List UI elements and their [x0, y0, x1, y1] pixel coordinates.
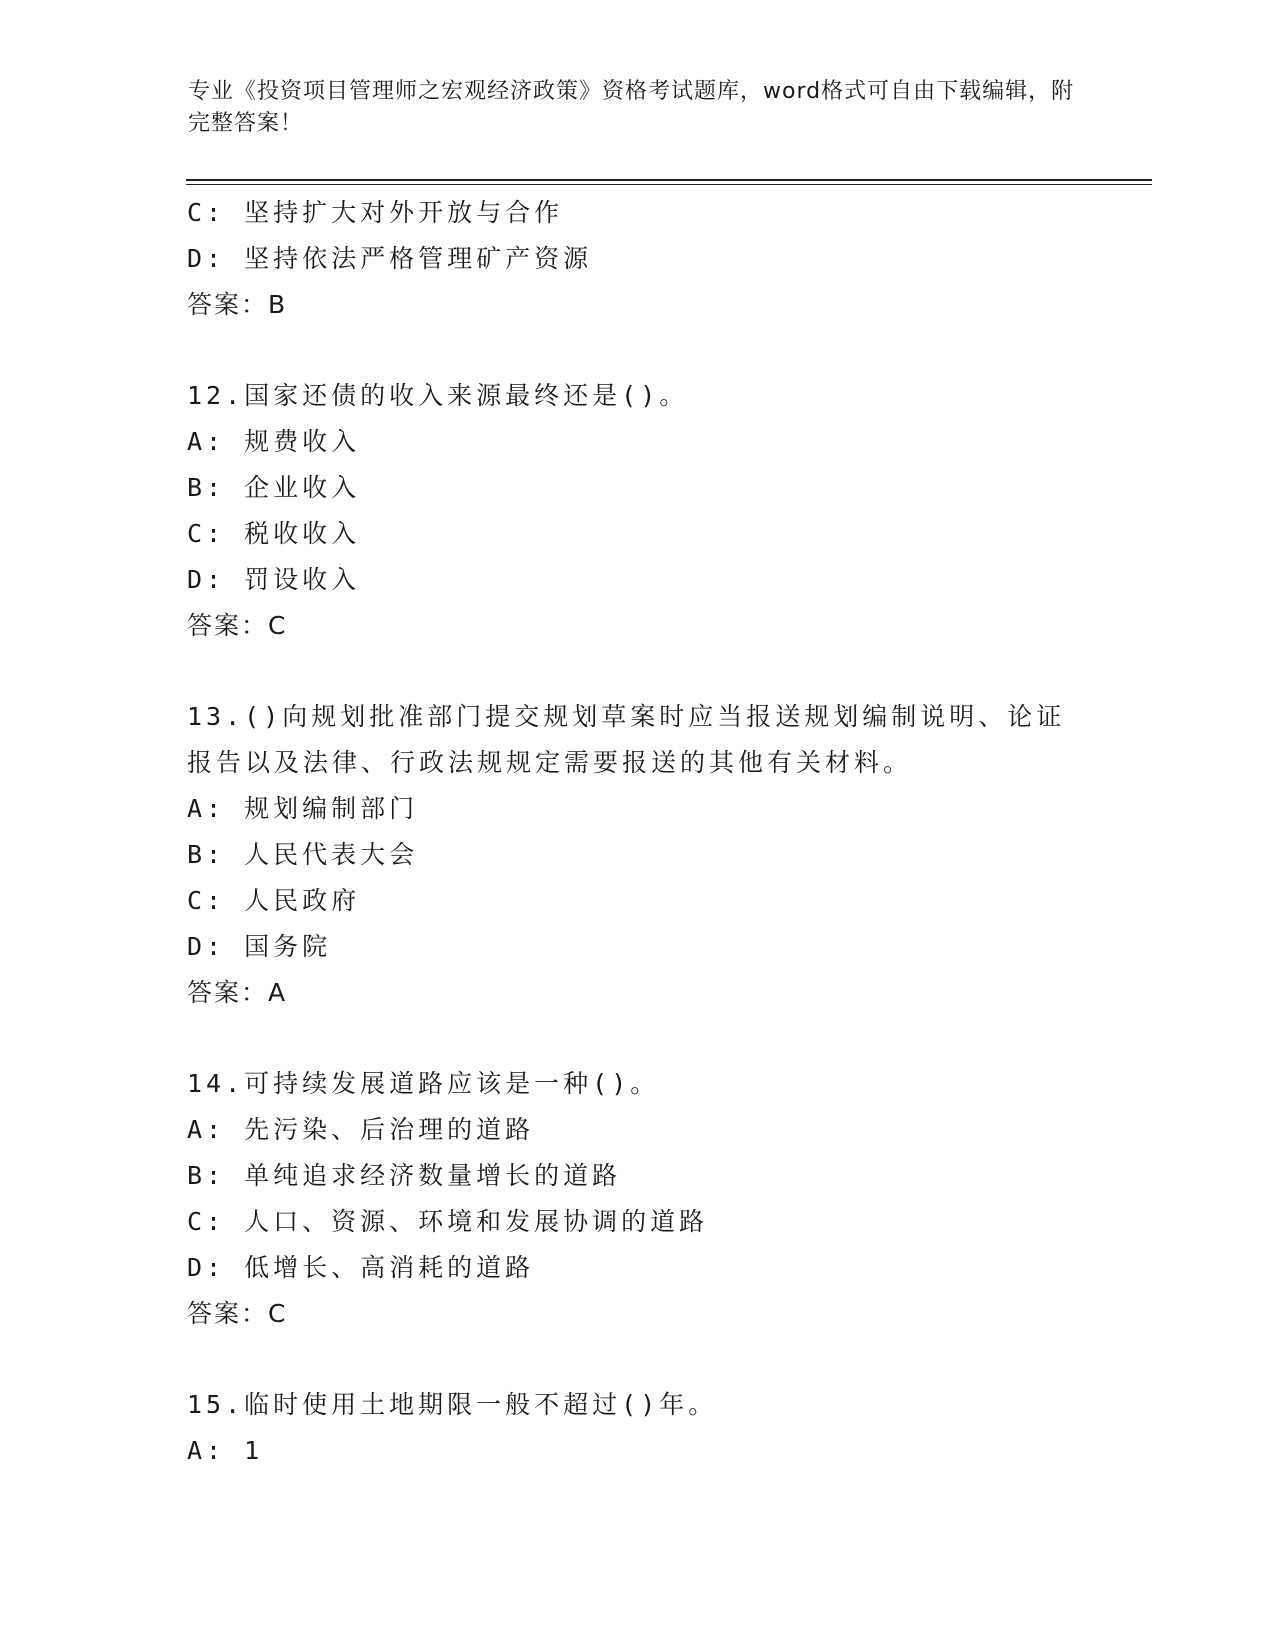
question-13 [187, 694, 1087, 1016]
option-b: B: 企业收入 [187, 473, 361, 502]
document-header: 专业《投资项目管理师之宏观经济政策》资格考试题库，word格式可自由下载编辑，附完整答案！ [188, 79, 1075, 136]
option-a: A: 规划编制部门 [187, 794, 419, 823]
question-14 [187, 1061, 1087, 1337]
question-stem: 12.国家还债的收入来源最终还是()。 [187, 381, 689, 410]
answer: 答案：A [187, 978, 288, 1007]
answer: 答案：C [187, 611, 288, 640]
option-b: B: 人民代表大会 [187, 840, 419, 869]
option-c: C: 坚持扩大对外开放与合作 [187, 198, 564, 227]
header-divider [186, 179, 1152, 181]
option-c: C: 税收收入 [187, 519, 361, 548]
option-d: D: 坚持依法严格管理矿产资源 [187, 244, 593, 273]
option-c: C: 人口、资源、环境和发展协调的道路 [187, 1207, 709, 1236]
answer: 答案：C [187, 1299, 288, 1328]
option-a: A: 先污染、后治理的道路 [187, 1115, 535, 1144]
question-stem: 14.可持续发展道路应该是一种()。 [187, 1069, 660, 1098]
option-a: A: 1 [187, 1436, 264, 1465]
answer: 答案：B [187, 290, 288, 319]
question-list [187, 190, 1087, 1474]
question-stem: 13.()向规划批准部门提交规划草案时应当报送规划编制说明、论证报告以及法律、行政法规规定需要报送的其他有关材料。 [187, 702, 1066, 777]
option-a: A: 规费收入 [187, 427, 361, 456]
option-c: C: 人民政府 [187, 886, 361, 915]
option-b: B: 单纯追求经济数量增长的道路 [187, 1161, 622, 1190]
question-11-continued [187, 190, 1087, 328]
question-stem: 15.临时使用土地期限一般不超过()年。 [187, 1390, 718, 1419]
option-d: D: 国务院 [187, 932, 332, 961]
option-d: D: 低增长、高消耗的道路 [187, 1253, 535, 1282]
header-divider-thin [186, 184, 1152, 185]
question-15 [187, 1382, 1087, 1474]
question-12 [187, 373, 1087, 649]
option-d: D: 罚设收入 [187, 565, 361, 594]
